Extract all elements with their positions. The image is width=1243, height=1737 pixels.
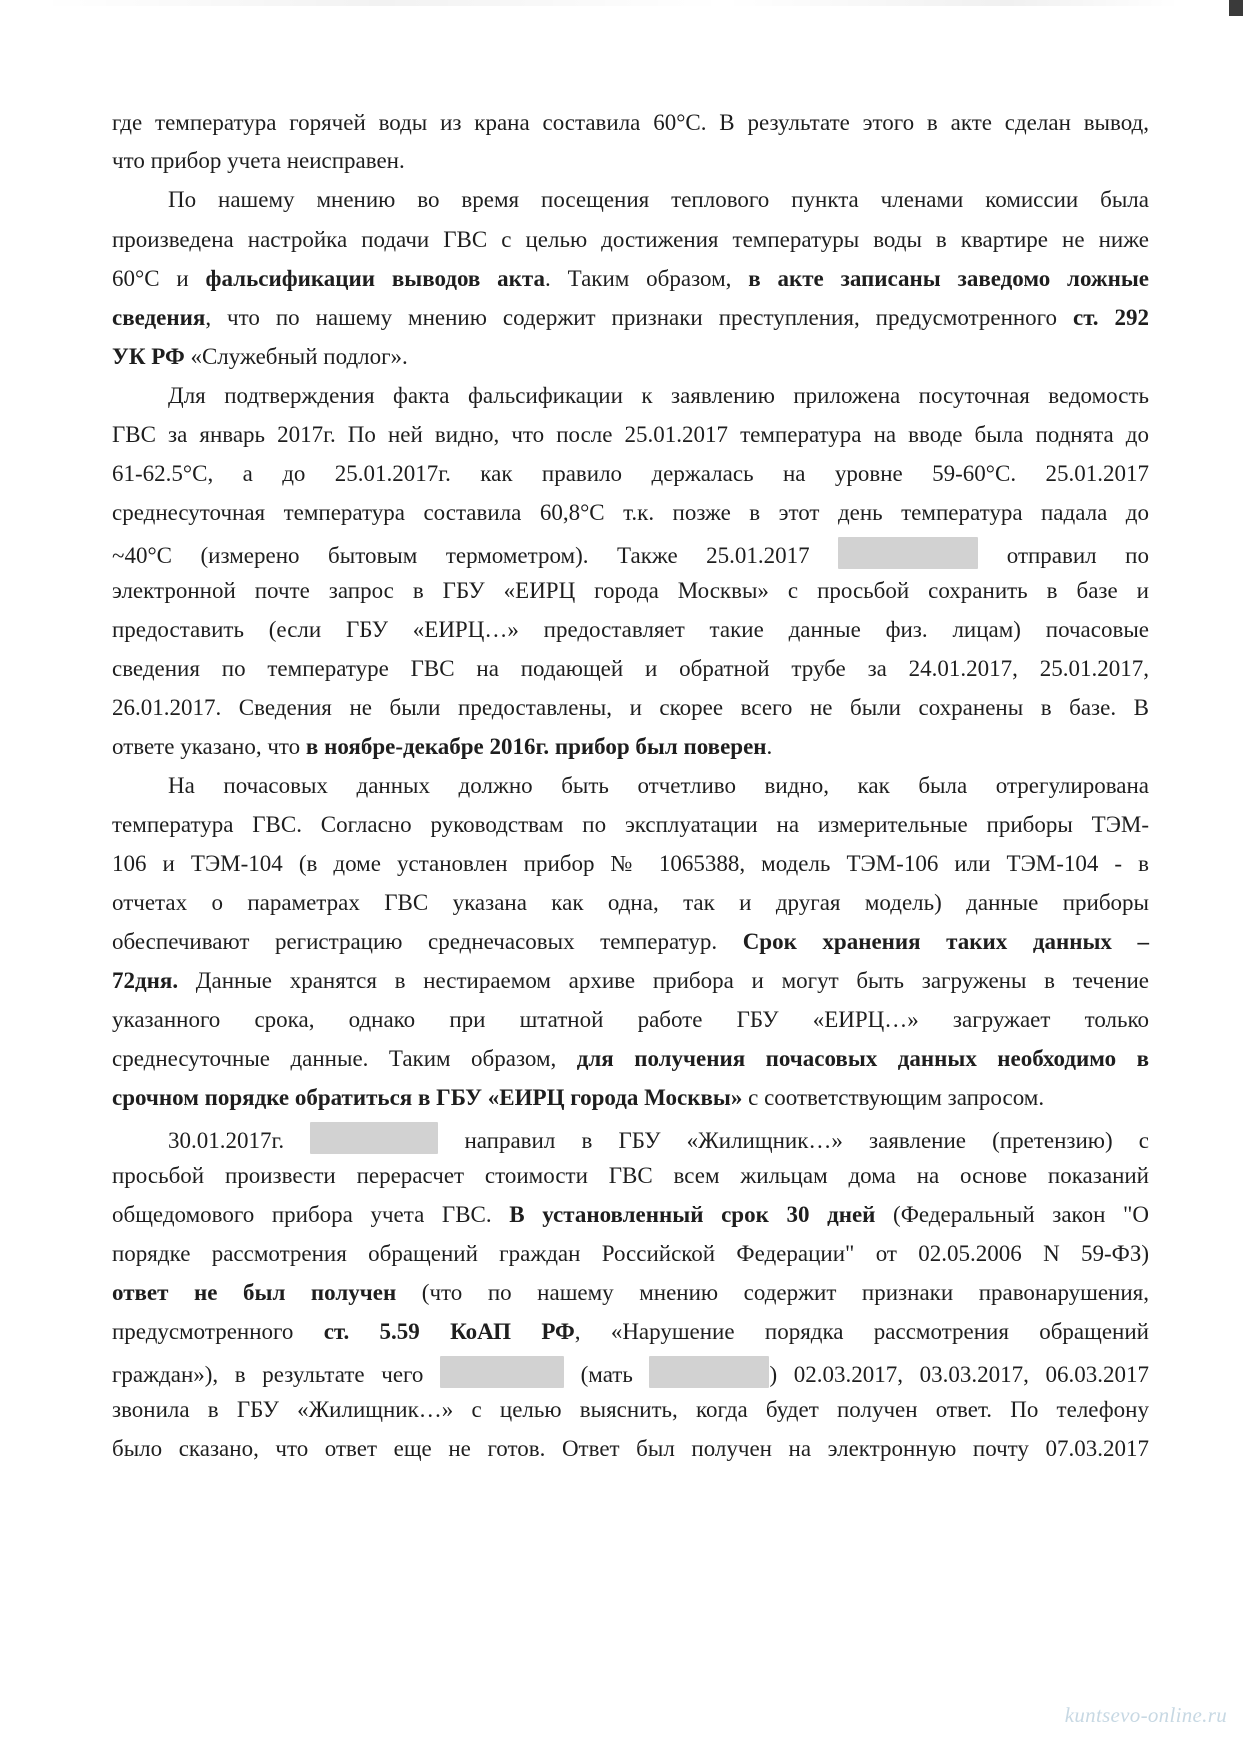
text-line: просьбой произвести перерасчет стоимости ГВС всем жильцам дома на основе показаний (112, 1163, 1149, 1188)
redacted-name (310, 1122, 438, 1154)
redacted-name (440, 1356, 564, 1388)
text-line: предусмотренного ст. 5.59 КоАП РФ, «Нарушение порядка рассмотрения обращений (112, 1319, 1149, 1344)
site-watermark: kuntsevo-online.ru (1064, 1703, 1227, 1727)
text-line: что прибор учета неисправен. (112, 148, 405, 173)
text-line: предоставить (если ГБУ «ЕИРЦ…» предоставляет такие данные физ. лицам) почасовые (112, 617, 1149, 642)
text-line: среднесуточная температура составила 60,8°С т.к. позже в этот день температура падала до (112, 500, 1149, 525)
text-line: среднесуточные данные. Таким образом, для получения почасовых данных необходимо в (112, 1046, 1149, 1071)
scan-corner-mark (1229, 0, 1243, 16)
text-line: ~40°С (измерено бытовым термометром). Также 25.01.2017 отправил по (112, 537, 1149, 571)
paragraph-start: На почасовых данных должно быть отчетливо видно, как была отрегулирована (168, 773, 1149, 798)
text-line: УК РФ «Служебный подлог». (112, 344, 408, 369)
text-line: обеспечивают регистрацию среднечасовых температур. Срок хранения таких данных – (112, 929, 1149, 954)
redacted-name (838, 537, 978, 569)
text-line: произведена настройка подачи ГВС с целью достижения температуры воды в квартире не ниже (112, 227, 1149, 252)
text-line: ответ не был получен (что по нашему мнению содержит признаки правонарушения, (112, 1280, 1149, 1305)
text-line: сведения по температуре ГВС на подающей и обратной трубе за 24.01.2017, 25.01.2017, (112, 656, 1149, 681)
text-line: звонила в ГБУ «Жилищник…» с целью выяснить, когда будет получен ответ. По телефону (112, 1397, 1149, 1422)
text-line: 60°С и фальсификации выводов акта. Таким образом, в акте записаны заведомо ложные (112, 266, 1149, 291)
scan-edge-noise (40, 0, 1180, 6)
text-line: сведения, что по нашему мнению содержит признаки преступления, предусмотренного ст. 292 (112, 305, 1150, 330)
text-line: общедомового прибора учета ГВС. В установленный срок 30 дней (Федеральный закон "О (112, 1202, 1149, 1227)
text-line: указанного срока, однако при штатной работе ГБУ «ЕИРЦ…» загружает только (112, 1007, 1149, 1032)
redacted-name (649, 1356, 769, 1388)
text-line: отчетах о параметрах ГВС указана как одна, так и другая модель) данные приборы (112, 890, 1149, 915)
text-line: ГВС за январь 2017г. По ней видно, что после 25.01.2017 температура на вводе была поднята до (112, 422, 1149, 447)
text-line: электронной почте запрос в ГБУ «ЕИРЦ города Москвы» с просьбой сохранить в базе и (112, 578, 1149, 603)
paragraph-start: Для подтверждения факта фальсификации к заявлению приложена посуточная ведомость (168, 383, 1149, 408)
text-line: где температура горячей воды из крана составила 60°С. В результате этого в акте сделан вывод, (112, 110, 1149, 135)
text-line: было сказано, что ответ еще не готов. Ответ был получен на электронную почту 07.03.2017 (112, 1436, 1149, 1461)
text-line: срочном порядке обратиться в ГБУ «ЕИРЦ города Москвы» с соответствующим запросом. (112, 1085, 1045, 1110)
text-line: 106 и ТЭМ-104 (в доме установлен прибор № 1065388, модель ТЭМ-106 или ТЭМ-104 - в (112, 851, 1149, 876)
text-line: ответе указано, что в ноябре-декабре 2016г. прибор был поверен. (112, 734, 773, 759)
text-line: 26.01.2017. Сведения не были предоставлены, и скорее всего не были сохранены в базе. В (112, 695, 1149, 720)
text-line: 61-62.5°С, а до 25.01.2017г. как правило держалась на уровне 59-60°С. 25.01.2017 (112, 461, 1149, 486)
text-line: граждан»), в результате чего (мать ) 02.03.2017, 03.03.2017, 06.03.2017 (112, 1356, 1149, 1390)
text-line: 72дня. Данные хранятся в нестираемом архиве прибора и могут быть загружены в течение (112, 968, 1149, 993)
paragraph-start: По нашему мнению во время посещения теплового пункта членами комиссии была (168, 187, 1149, 212)
text-line: температура ГВС. Согласно руководствам по эксплуатации на измерительные приборы ТЭМ- (112, 812, 1149, 837)
text-line: порядке рассмотрения обращений граждан Российской Федерации" от 02.05.2006 N 59-ФЗ) (112, 1241, 1149, 1266)
paragraph-start: 30.01.2017г. направил в ГБУ «Жилищник…» заявление (претензию) с (168, 1122, 1149, 1156)
